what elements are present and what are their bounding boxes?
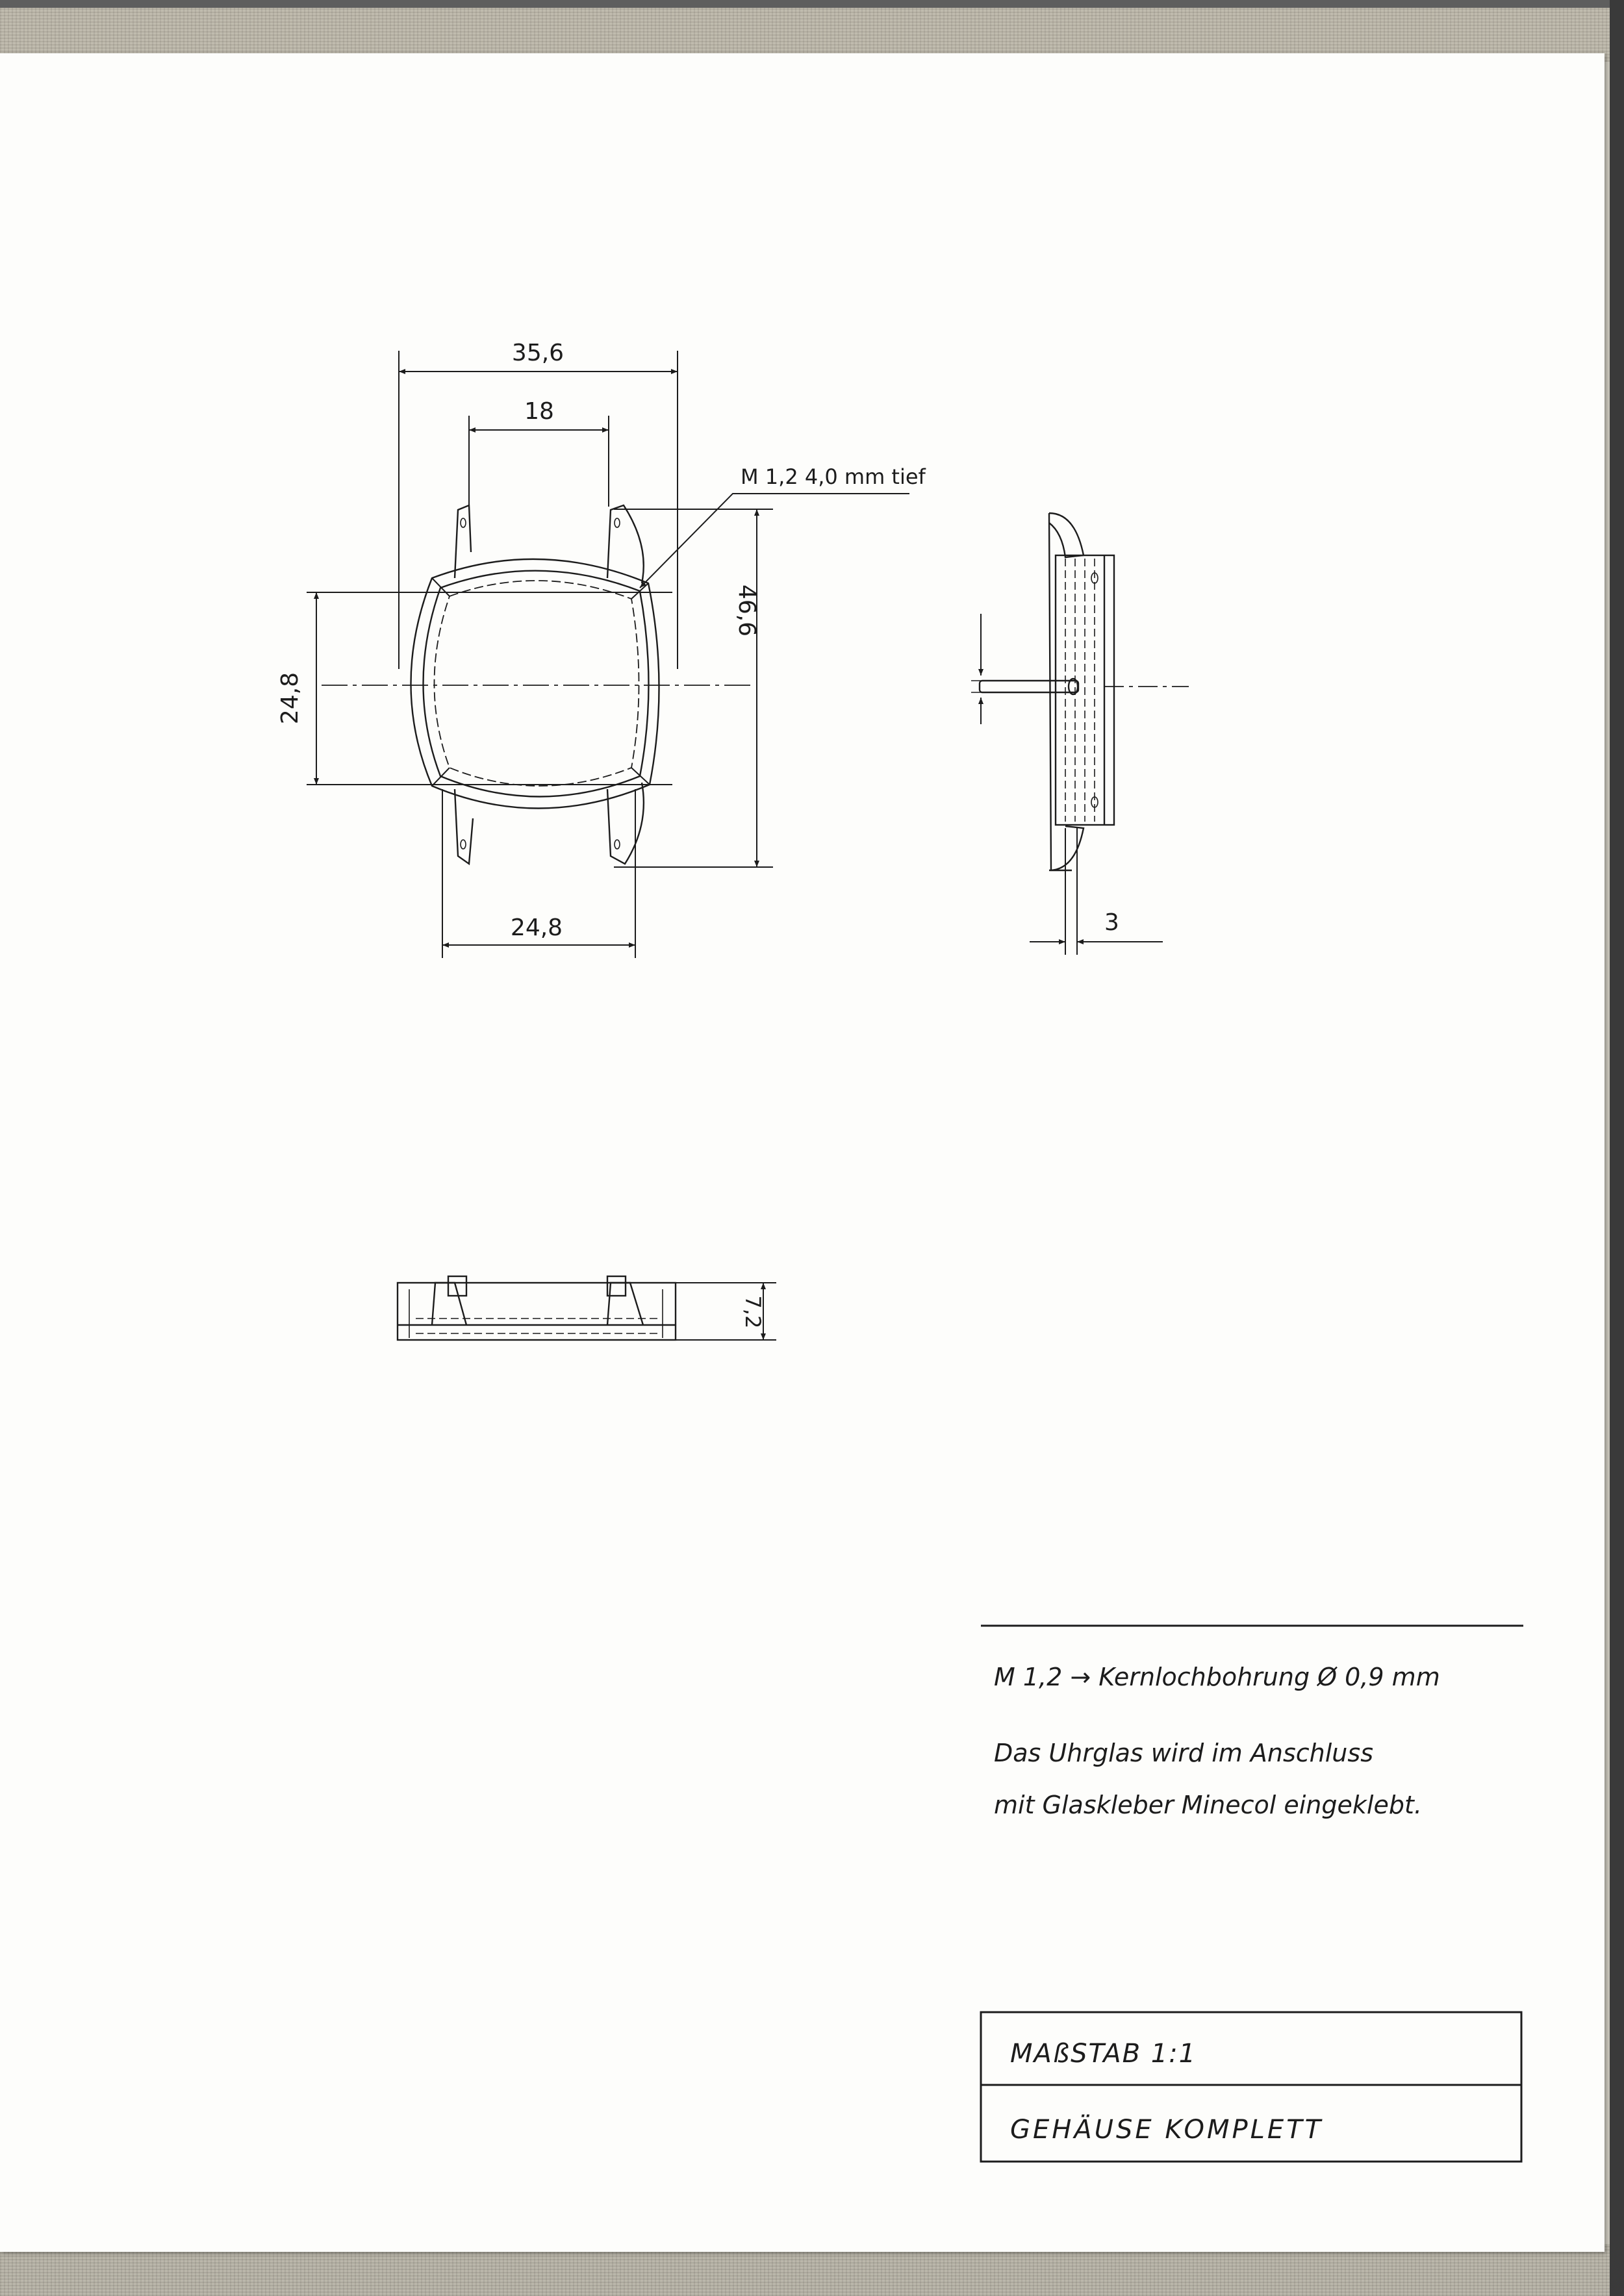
bottom-view [398, 1276, 676, 1340]
dim-thickness: 3 [1104, 909, 1119, 936]
front-view [322, 505, 754, 864]
dim-lug-width: 18 [524, 398, 554, 425]
dim-overall-width: 35,6 [511, 340, 565, 366]
glass-note-line1: Das Uhrglas wird im Anschluss [994, 1739, 1373, 1767]
title-block-scale: MAßSTAB 1:1 [1010, 2039, 1197, 2069]
dim-height: 7,2 [741, 1295, 765, 1329]
title-block-title: GEHÄUSE KOMPLETT [1010, 2115, 1324, 2145]
case-middle-outline [424, 571, 649, 797]
thread-callout: M 1,2 4,0 mm tief [741, 464, 926, 489]
side-view [971, 513, 1189, 870]
dim-case-width: 24,8 [510, 915, 563, 941]
side-view-dimension [1030, 828, 1163, 955]
glass-inner-outline [435, 581, 639, 786]
front-view-dimensions [307, 351, 909, 958]
dim-case-height: 24,8 [277, 672, 303, 725]
dim-lug-to-lug: 46,6 [733, 584, 760, 637]
glass-note-line2: mit Glaskleber Minecol eingeklebt. [994, 1791, 1422, 1819]
thread-note: M 1,2 → Kernlochbohrung Ø 0,9 mm [994, 1663, 1440, 1691]
